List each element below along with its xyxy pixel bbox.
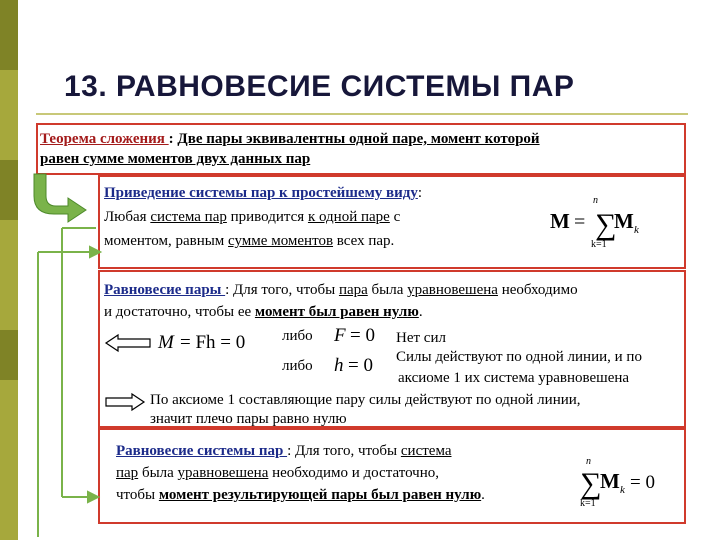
axiom-text-2: значит плечо пары равно нулю	[150, 411, 347, 427]
sum2-bottom: k=1	[580, 498, 596, 509]
text-bold-underlined: момент результирующей пары был равен нулю	[158, 487, 482, 503]
text: .	[418, 304, 423, 320]
text: всех пар.	[333, 233, 395, 249]
pair-heading: Равновесие пары	[104, 282, 226, 298]
theorem-text-1: Две пары эквивалентны одной паре, момент которой	[177, 131, 540, 147]
reduction-heading-line	[104, 185, 422, 202]
text: моментом, равным	[104, 233, 229, 249]
text: с	[389, 209, 401, 225]
text-underlined: система пар	[150, 209, 227, 225]
either-label-2: либо	[282, 358, 313, 374]
text: приводится	[226, 209, 308, 225]
f-var: F	[334, 325, 346, 346]
text-bold-underlined: момент был равен нулю	[254, 304, 419, 320]
text-underlined: пара	[338, 282, 368, 298]
f-eq: = 0	[350, 325, 375, 346]
text: была	[367, 282, 408, 298]
title-underline	[36, 113, 688, 115]
sum2-top: n	[586, 456, 591, 467]
text: необходимо	[497, 282, 578, 298]
reduction-heading: Приведение системы пар к простейшему виду	[104, 185, 418, 201]
formula-eq: =	[574, 211, 586, 233]
text: .	[481, 487, 485, 503]
text-underlined: пар	[116, 465, 139, 481]
h-eq: = 0	[348, 355, 373, 376]
sum2-k: k	[620, 484, 625, 496]
text-underlined: сумме моментов	[228, 233, 334, 249]
theorem-heading: Теорема сложения	[40, 131, 169, 147]
green-connector-lines	[38, 228, 100, 537]
sum2-zero: = 0	[630, 472, 655, 493]
system-line-2	[116, 465, 439, 482]
reduction-line-1	[104, 209, 400, 226]
system-line-1	[116, 443, 452, 460]
sidebar-segment	[0, 0, 18, 70]
left-sidebar-bar	[0, 0, 18, 540]
text: и достаточно, чтобы ее	[104, 304, 255, 320]
text: необходимо и достаточно,	[268, 465, 440, 481]
formula-Mk: M	[614, 209, 634, 233]
sum-bottom: k=1	[591, 239, 607, 250]
sidebar-segment	[0, 160, 18, 220]
theorem-line-1	[40, 131, 540, 148]
no-forces-text: Нет сил	[396, 330, 446, 346]
either-label-1: либо	[282, 328, 313, 344]
theorem-line-2: равен сумме моментов двух данных пар	[40, 151, 311, 167]
green-curved-arrow-icon	[34, 174, 86, 222]
theorem-sep: :	[168, 131, 178, 147]
text: чтобы	[116, 487, 159, 503]
reduction-line-2	[104, 233, 394, 250]
sum-sign: ∑	[595, 208, 617, 241]
fh-eq: = Fh = 0	[180, 332, 246, 353]
h-var: h	[334, 355, 344, 376]
sum2-Mk: M	[600, 469, 620, 493]
text-underlined: к одной паре	[307, 209, 390, 225]
reduction-colon: :	[417, 185, 423, 201]
text: : Для того, чтобы	[287, 443, 401, 459]
text-underlined: система	[400, 443, 452, 459]
pair-line-2	[104, 304, 423, 321]
system-heading: Равновесие системы пар	[116, 443, 288, 459]
formula-M: M	[550, 209, 570, 233]
page-title: 13. РАВНОВЕСИЕ СИСТЕМЫ ПАР	[64, 70, 575, 103]
same-line-text-1: Силы действуют по одной линии, и по	[396, 349, 642, 365]
formula-k: k	[634, 224, 639, 236]
text: : Для того, чтобы	[225, 282, 339, 298]
text-underlined: уравновешена	[407, 282, 498, 298]
text: была	[138, 465, 178, 481]
sum2-sign: ∑	[580, 467, 602, 500]
system-line-3	[116, 487, 485, 504]
arrowhead-bottom	[88, 492, 98, 502]
text: Любая	[104, 209, 151, 225]
axiom-text-1: По аксиоме 1 составляющие пару силы действуют по одной линии,	[150, 392, 581, 408]
fh-M: M	[158, 332, 174, 353]
sum-top: n	[593, 195, 598, 206]
text-underlined: уравновешена	[177, 465, 269, 481]
pair-line-1	[104, 282, 578, 299]
same-line-text-2: аксиоме 1 их система уравновешена	[398, 370, 630, 386]
sidebar-segment	[0, 330, 18, 380]
